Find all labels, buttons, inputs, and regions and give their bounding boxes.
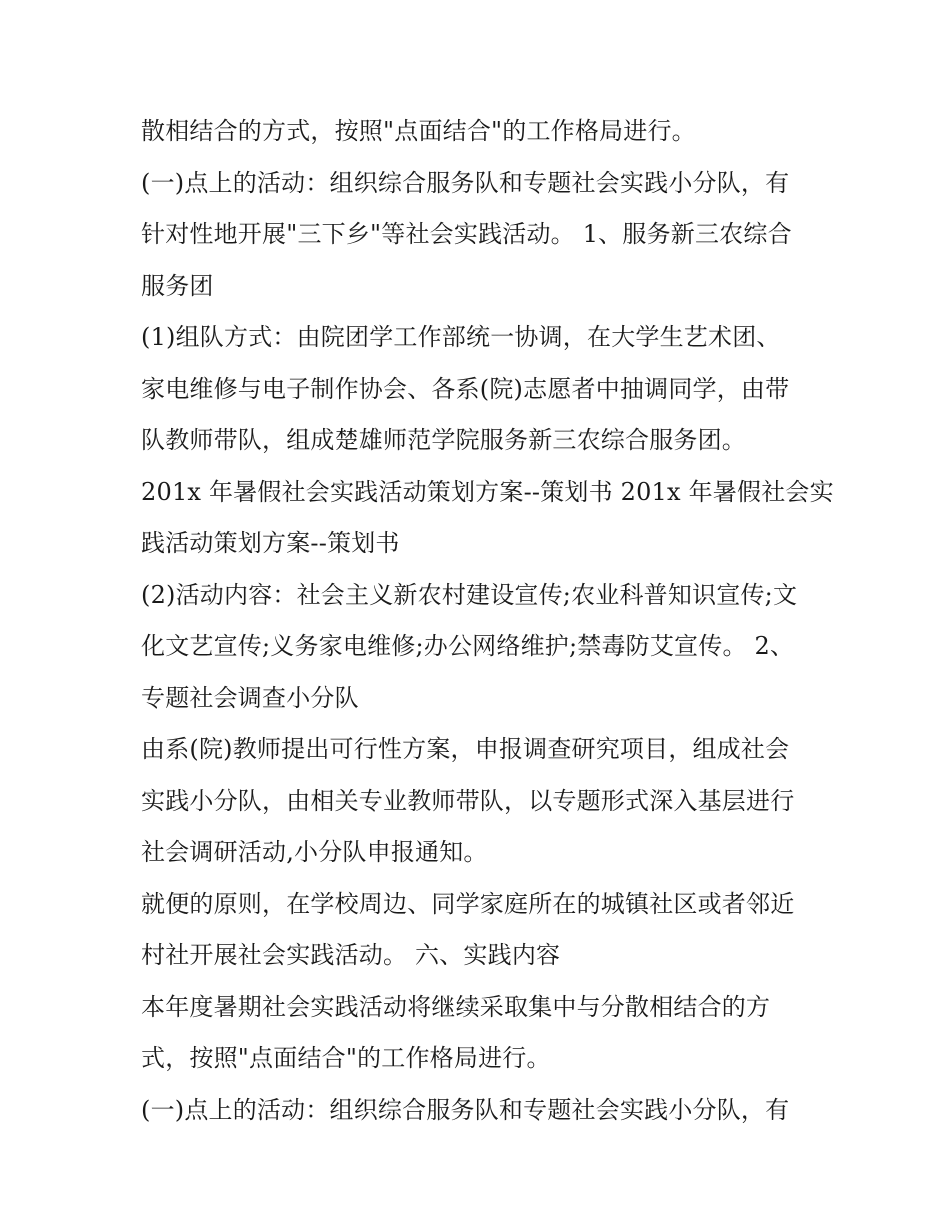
text-line: (一)点上的活动：组织综合服务队和专题社会实践小分队，有 bbox=[141, 168, 790, 197]
text-line: 践活动策划方案--策划书 bbox=[141, 529, 400, 557]
text-line: 散相结合的方式，按照"点面结合"的工作格局进行。 bbox=[141, 117, 696, 145]
text-line: 式，按照"点面结合"的工作格局进行。 bbox=[141, 1044, 551, 1072]
text-line: 实践小分队，由相关专业教师带队，以专题形式深入基层进行 bbox=[141, 786, 795, 815]
text-line: 由系(院)教师提出可行性方案，申报调查研究项目，组成社会 bbox=[141, 735, 790, 763]
text-line: (1)组队方式：由院团学工作部统一协调，在大学生艺术团、 bbox=[141, 323, 781, 351]
text-line: 化文艺宣传;义务家电维修;办公网络维护;禁毒防艾宣传。 2、 bbox=[141, 632, 795, 660]
text-line: 本年度暑期社会实践活动将继续采取集中与分散相结合的方 bbox=[141, 992, 771, 1021]
text-line: 村社开展社会实践活动。 六、实践内容 bbox=[141, 941, 561, 969]
text-line: (一)点上的活动：组织综合服务队和专题社会实践小分队，有 bbox=[141, 1095, 790, 1124]
text-line: 家电维修与电子制作协会、各系(院)志愿者中抽调同学，由带 bbox=[141, 374, 790, 403]
text-line: 社会调研活动,小分队申报通知。 bbox=[141, 838, 488, 866]
document-body bbox=[141, 106, 834, 1136]
text-line: 就便的原则，在学校周边、同学家庭所在的城镇社区或者邻近 bbox=[141, 889, 795, 918]
text-line: (2)活动内容：社会主义新农村建设宣传;农业科普知识宣传;文 bbox=[141, 580, 798, 609]
text-line: 专题社会调查小分队 bbox=[141, 683, 359, 712]
text-line: 队教师带队，组成楚雄师范学院服务新三农综合服务团。 bbox=[141, 426, 746, 454]
text-line: 201x 年暑假社会实践活动策划方案--策划书 201x 年暑假社会实 bbox=[141, 477, 834, 506]
text-line: 服务团 bbox=[141, 271, 214, 300]
text-line: 针对性地开展"三下乡"等社会实践活动。 1、服务新三农综合 bbox=[141, 220, 792, 248]
